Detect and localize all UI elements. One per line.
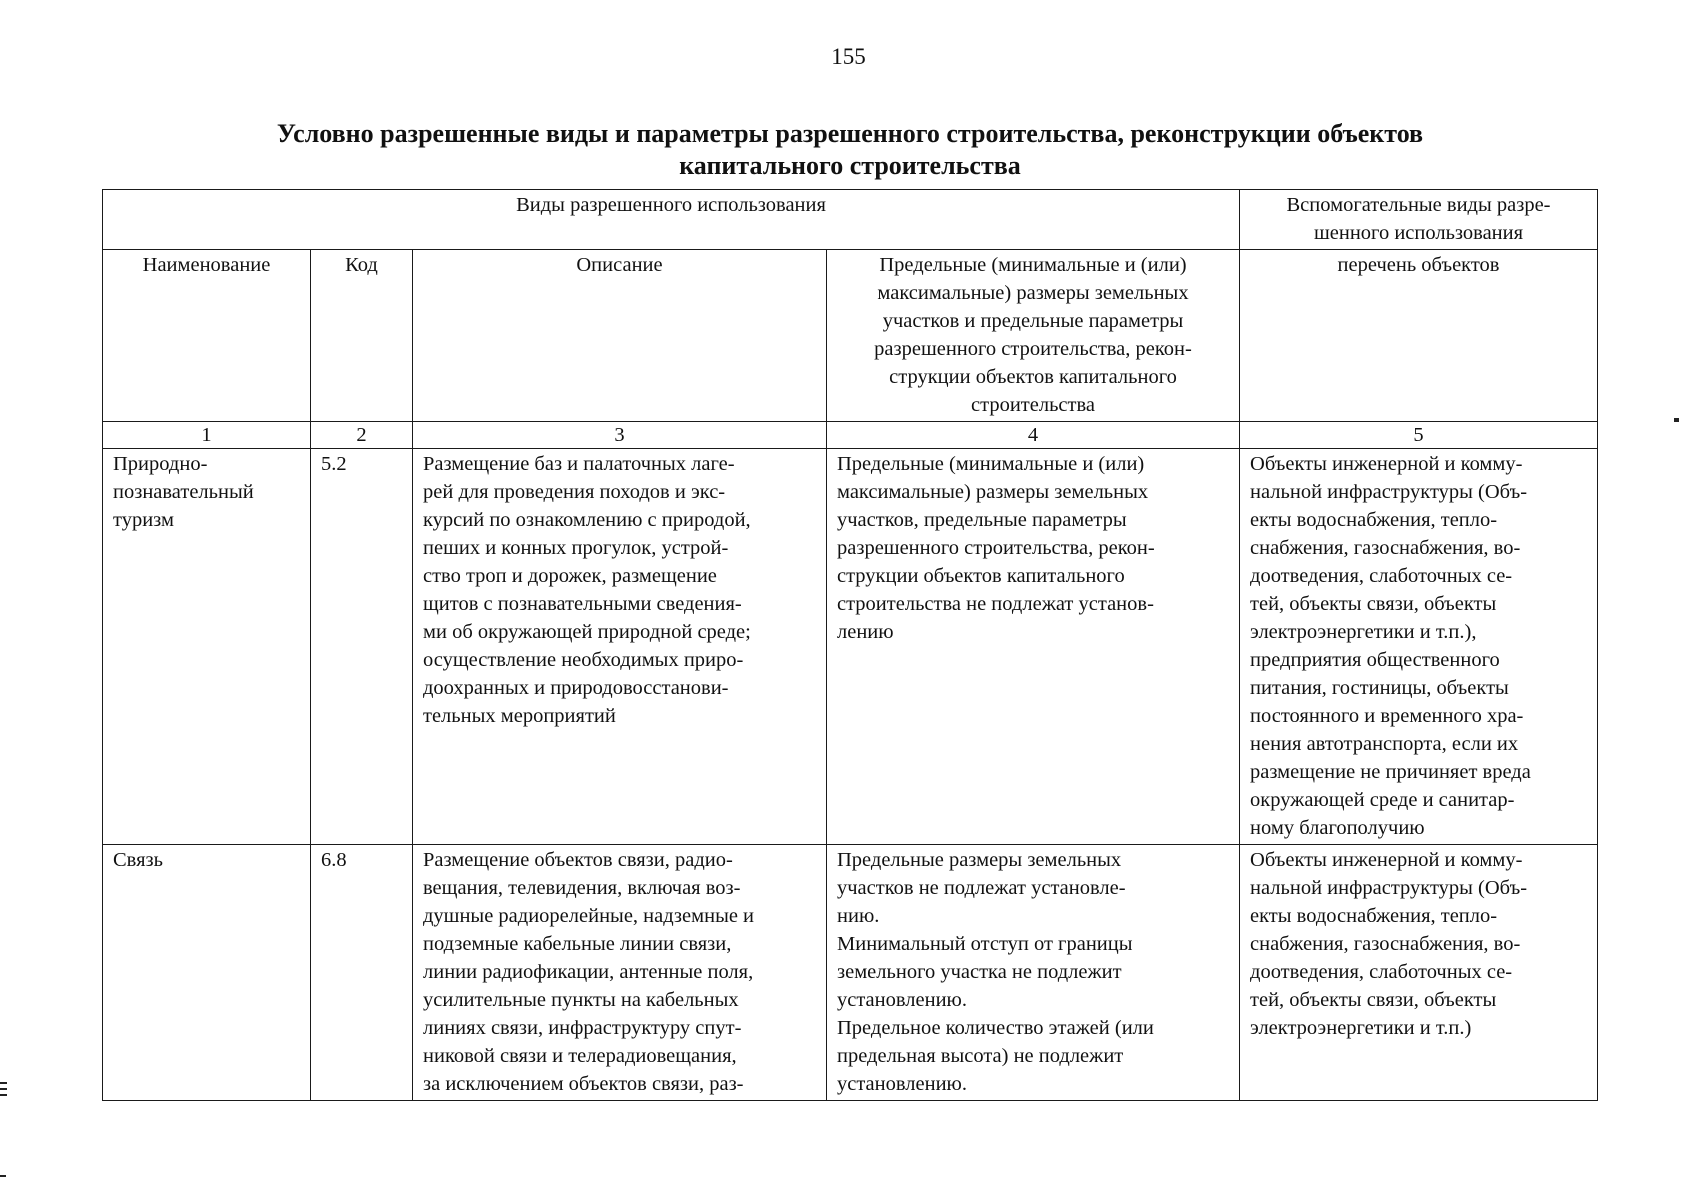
cell-description: Размещение объектов связи, радио- вещания, телевидения, включая воз- душные радиорелейные, надземные и подземные кабельные линии связи, линии радиофикации, антенные поля, усилительные пункты на кабельных линиях связи, инфраструктуру спут- никовой связи и телерадиовещания, за исключением объектов связи, раз- [413,845,827,1101]
cell-name: Связь [103,845,311,1101]
group-header-main: Виды разрешенного использования [103,190,1240,250]
group-header-aux: Вспомогательные виды разре- шенного использования [1240,190,1598,250]
column-header-description: Описание [413,250,827,422]
land-use-table [102,189,1598,1101]
title-line-1: Условно разрешенные виды и параметры разрешенного строительства, реконструкции объектов [276,119,1424,148]
table-row [103,845,1598,1101]
title-line-2: капитального строительства [679,151,1021,180]
scan-mark-binding [0,1088,7,1090]
column-number: 1 [103,422,311,449]
column-header-limits: Предельные (минимальные и (или) максимальные) размеры земельных участков и предельные параметры разрешенного строительства, рекон- струкции объектов капитального строительства [827,250,1240,422]
group-header-row [103,190,1598,250]
scan-mark-dot [1674,418,1679,422]
column-header-row [103,250,1598,422]
column-number: 3 [413,422,827,449]
scan-mark-binding [0,1175,6,1177]
cell-name: Природно- познавательный туризм [103,449,311,845]
column-header-code: Код [311,250,413,422]
cell-limits: Предельные (минимальные и (или) максимальные) размеры земельных участков, предельные параметры разрешенного строительства, рекон- струкции объектов капитального строительства не подлежат установ- лению [827,449,1240,845]
table-row [103,449,1598,845]
cell-description: Размещение баз и палаточных лаге- рей для проведения походов и экс- курсий по ознакомлению с природой, пеших и конных прогулок, устрой- ство троп и дорожек, размещение щитов с познавательными сведения- ми об окружающей природной среде; осуществление необходимых приро- доохранных и природовосстанови- тельных мероприятий [413,449,827,845]
cell-objects: Объекты инженерной и комму- нальной инфраструктуры (Объ- екты водоснабжения, тепло- снабжения, газоснабжения, во- доотведения, слаботочных се- тей, объекты связи, объекты электроэнергетики и т.п.) [1240,845,1598,1101]
column-number: 4 [827,422,1240,449]
column-number: 5 [1240,422,1598,449]
scan-mark-binding [0,1094,7,1096]
column-number-row [103,422,1598,449]
cell-objects: Объекты инженерной и комму- нальной инфраструктуры (Объ- екты водоснабжения, тепло- снабжения, газоснабжения, во- доотведения, слаботочных се- тей, объекты связи, объекты электроэнергетики и т.п.), предприятия общественного питания, гостиницы, объекты постоянного и временного хра- нения автотранспорта, если их размещение не причиняет вреда окружающей среде и санитар- ному благополучию [1240,449,1598,845]
document-title [100,118,1600,182]
column-number: 2 [311,422,413,449]
cell-limits: Предельные размеры земельных участков не подлежат установле- нию. Минимальный отступ от границы земельного участка не подлежит установлению. Предельное количество этажей (или предельная высота) не подлежит установлению. [827,845,1240,1101]
column-header-name: Наименование [103,250,311,422]
cell-code: 5.2 [311,449,413,845]
column-header-objects: перечень объектов [1240,250,1598,422]
cell-code: 6.8 [311,845,413,1101]
page-number: 155 [831,44,866,69]
scan-mark-binding [0,1082,7,1084]
